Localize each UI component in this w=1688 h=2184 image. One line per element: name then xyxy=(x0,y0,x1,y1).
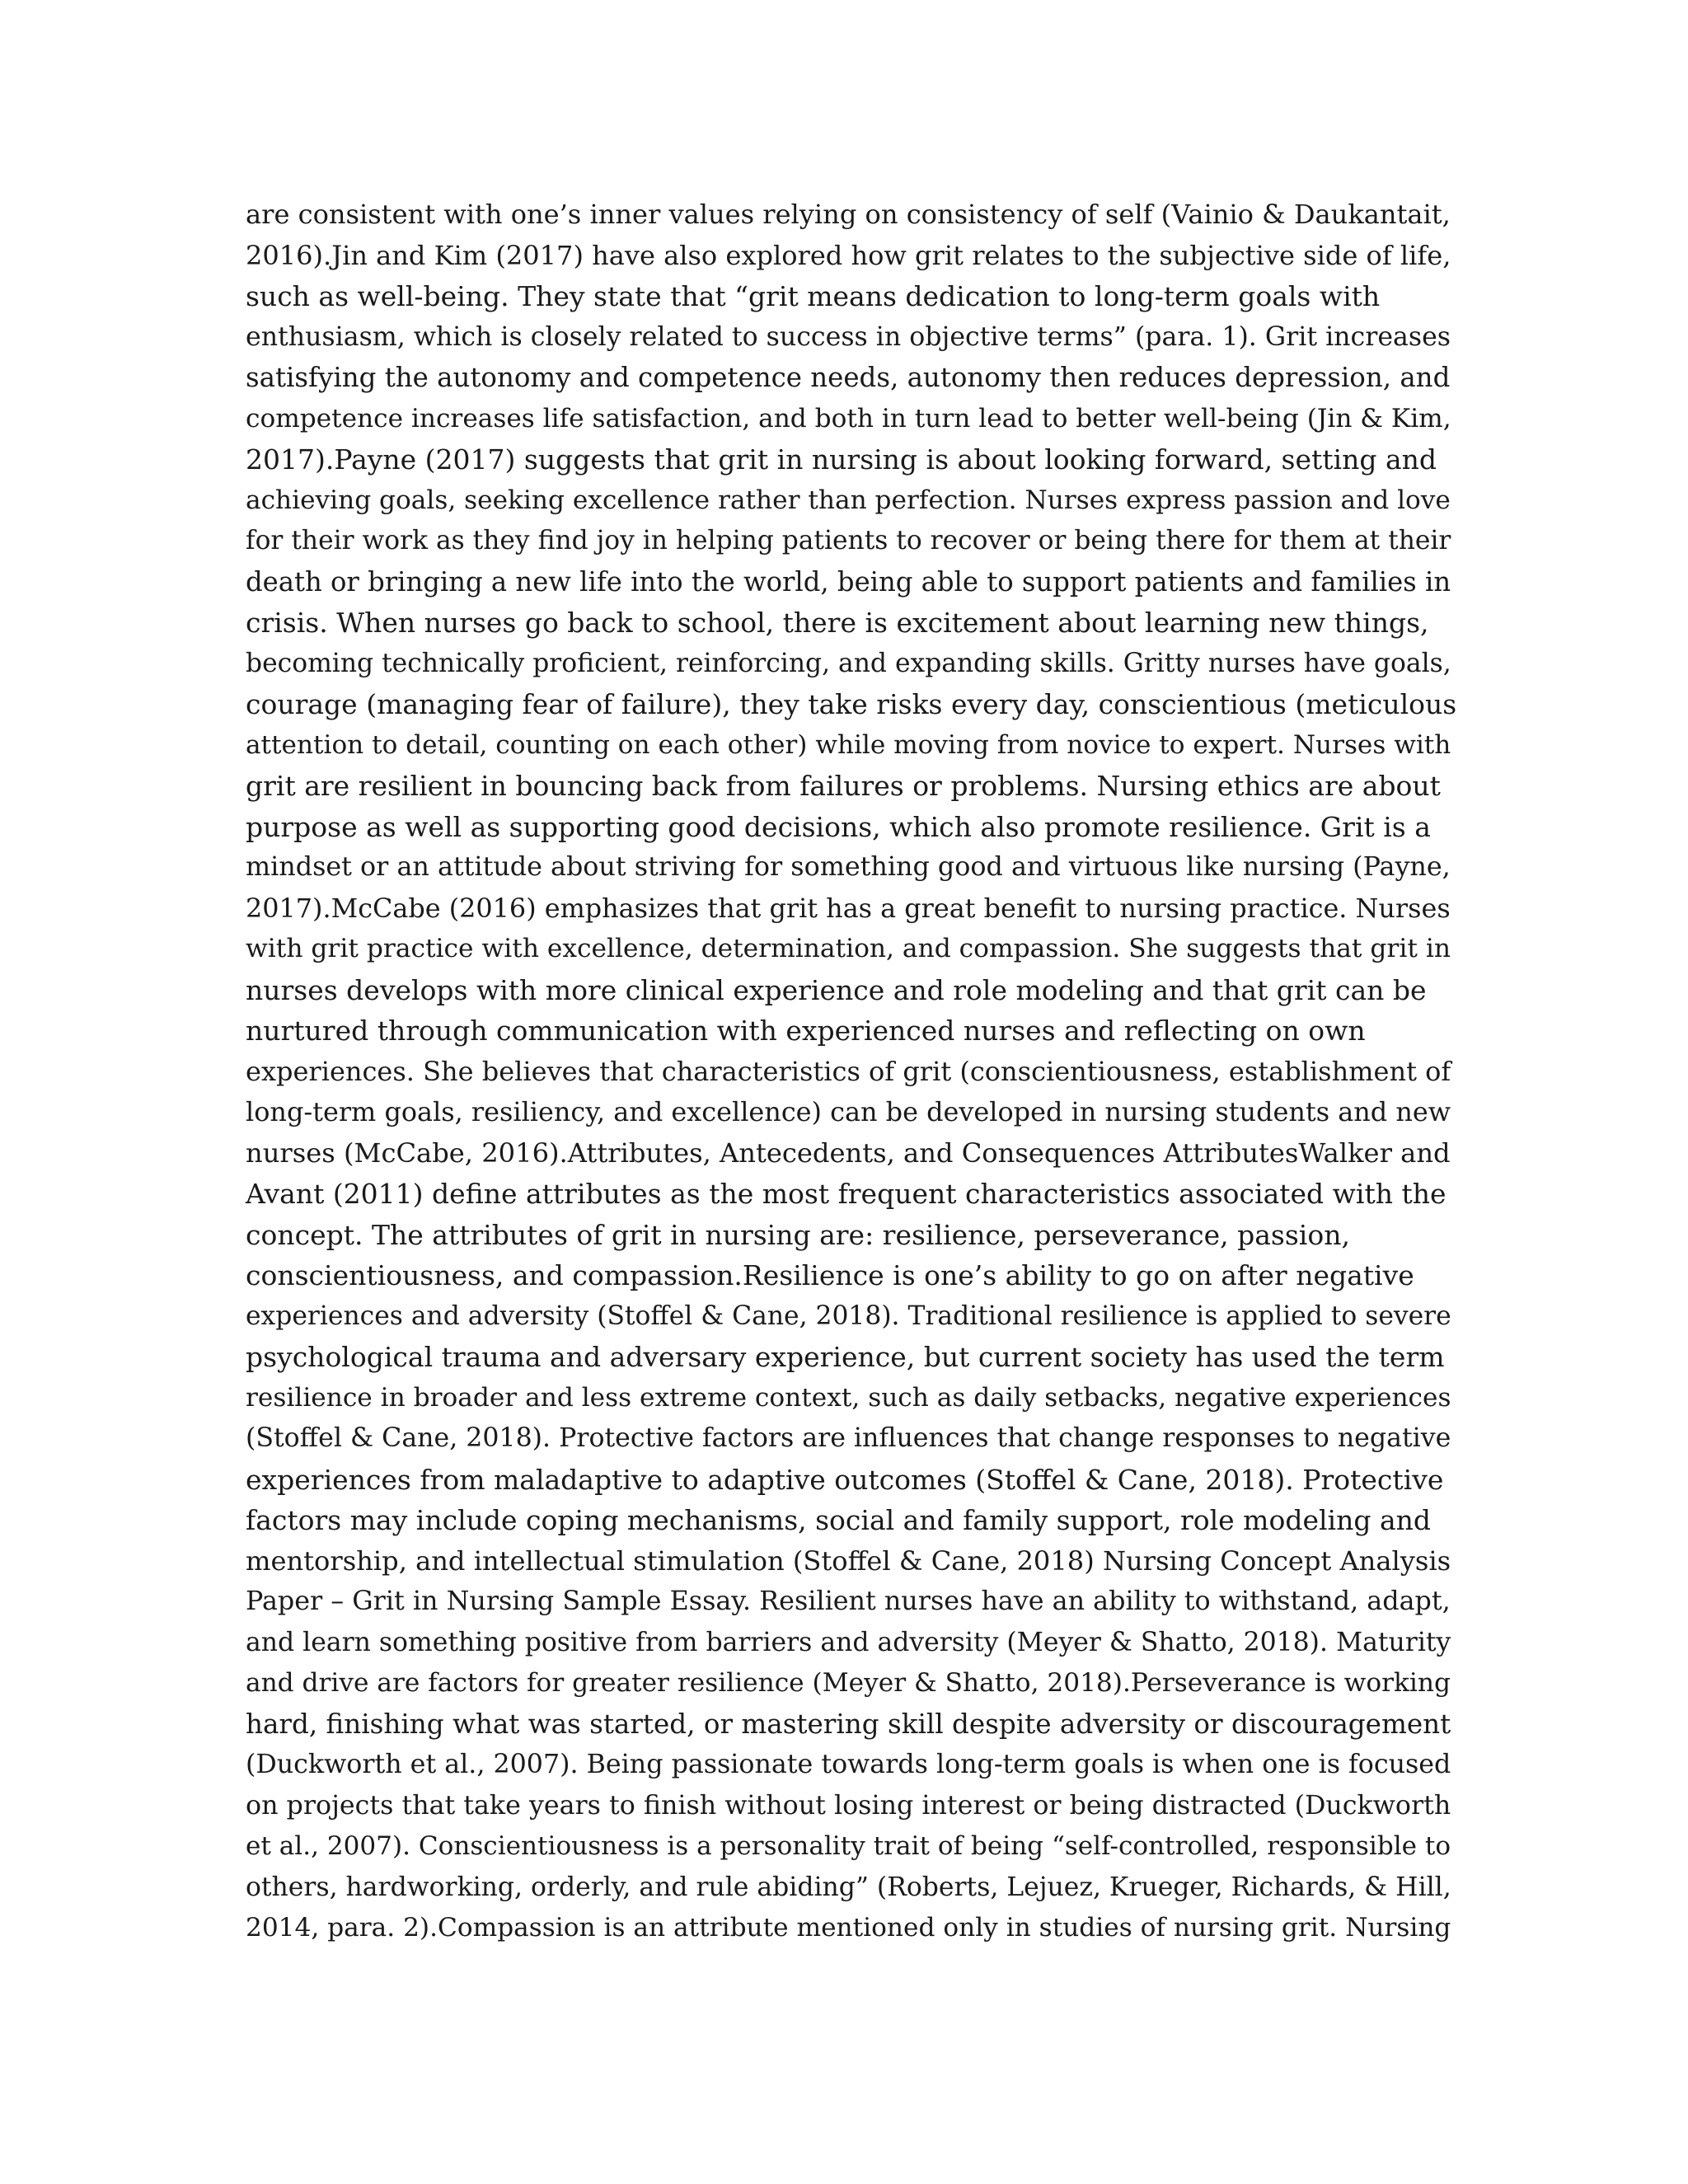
text-line: factors may include coping mechanisms, social and family support, role modeling and xyxy=(246,1504,1432,1536)
body-paragraph xyxy=(246,194,1457,1949)
text-line: becoming technically proficient, reinforcing, and expanding skills. Gritty nurses have goals, xyxy=(246,648,1451,678)
text-line: attention to detail, counting on each other) while moving from novice to expert. Nurses with xyxy=(246,729,1451,760)
text-line: 2016).Jin and Kim (2017) have also explored how grit relates to the subjective side of life, xyxy=(246,239,1451,271)
text-line: nurtured through communication with experienced nurses and reflecting on own xyxy=(246,1015,1366,1047)
text-line: (Duckworth et al., 2007). Being passionate towards long-term goals is when one is focused xyxy=(246,1750,1451,1779)
text-line: concept. The attributes of grit in nursing are: resilience, perseverance, passion, xyxy=(246,1218,1350,1251)
text-line: achieving goals, seeking excellence rather than perfection. Nurses express passion and love xyxy=(246,485,1451,515)
text-line: such as well-being. They state that “grit means dedication to long-term goals with xyxy=(246,280,1381,312)
text-line: grit are resilient in bouncing back from failures or problems. Nursing ethics are about xyxy=(246,770,1441,802)
text-line: on projects that take years to finish without losing interest or being distracted (Duckworth xyxy=(246,1790,1451,1821)
text-line: courage (managing fear of failure), they take risks every day, conscientious (meticulous xyxy=(246,688,1457,720)
text-line: and drive are factors for greater resilience (Meyer & Shatto, 2018).Perseverance is working xyxy=(246,1668,1451,1698)
text-line: Avant (2011) define attributes as the most frequent characteristics associated with the xyxy=(246,1178,1447,1210)
text-line: and learn something positive from barriers and adversity (Meyer & Shatto, 2018). Maturity xyxy=(246,1627,1451,1657)
text-line: experiences from maladaptive to adaptive outcomes (Stoffel & Cane, 2018). Protective xyxy=(246,1463,1444,1496)
text-line: nurses (McCabe, 2016).Attributes, Antecedents, and Consequences AttributesWalker and xyxy=(246,1137,1451,1169)
text-line: for their work as they find joy in helping patients to recover or being there for them at their xyxy=(246,526,1451,555)
text-line: et al., 2007). Conscientiousness is a personality trait of being “self-controlled, responsible to xyxy=(246,1831,1451,1861)
text-line: 2017).McCabe (2016) emphasizes that grit has a great benefit to nursing practice. Nurses xyxy=(246,892,1451,924)
text-line: long-term goals, resiliency, and excellence) can be developed in nursing students and new xyxy=(246,1096,1451,1127)
text-line: Paper – Grit in Nursing Sample Essay. Resilient nurses have an ability to withstand, adapt, xyxy=(246,1586,1451,1616)
text-line: with grit practice with excellence, determination, and compassion. She suggests that grit in xyxy=(246,934,1451,963)
text-line: enthusiasm, which is closely related to success in objective terms” (para. 1). Grit increases xyxy=(246,321,1451,352)
text-line: purpose as well as supporting good decisions, which also promote resilience. Grit is a xyxy=(246,810,1431,843)
text-line: hard, finishing what was started, or mastering skill despite adversity or discouragement xyxy=(246,1708,1451,1740)
text-line: satisfying the autonomy and competence needs, autonomy then reduces depression, and xyxy=(246,362,1451,393)
text-line: mentorship, and intellectual stimulation (Stoffel & Cane, 2018) Nursing Concept Analysis xyxy=(246,1544,1451,1577)
text-line: are consistent with one’s inner values relying on consistency of self (Vainio & Daukantait, xyxy=(246,199,1451,230)
text-line: mindset or an attitude about striving for something good and virtuous like nursing (Payne, xyxy=(246,852,1451,882)
text-line: experiences and adversity (Stoffel & Cane, 2018). Traditional resilience is applied to severe xyxy=(246,1301,1451,1331)
text-line: psychological trauma and adversary experience, but current society has used the term xyxy=(246,1341,1445,1373)
text-line: crisis. When nurses go back to school, there is excitement about learning new things, xyxy=(246,607,1429,639)
text-line: experiences. She believes that characteristics of grit (conscientiousness, establishment of xyxy=(246,1055,1451,1087)
text-line: (Stoffel & Cane, 2018). Protective factors are influences that change responses to negative xyxy=(246,1423,1451,1453)
text-line: conscientiousness, and compassion.Resilience is one’s ability to go on after negative xyxy=(246,1259,1414,1291)
text-line: 2017).Payne (2017) suggests that grit in nursing is about looking forward, setting and xyxy=(246,443,1437,476)
text-line: 2014, para. 2).Compassion is an attribute mentioned only in studies of nursing grit. Nursing xyxy=(246,1913,1451,1943)
text-line: resilience in broader and less extreme context, such as daily setbacks, negative experiences xyxy=(246,1382,1451,1413)
text-line: nurses develops with more clinical experience and role modeling and that grit can be xyxy=(246,973,1427,1006)
text-line: others, hardworking, orderly, and rule abiding” (Roberts, Lejuez, Krueger, Richards, & Hill, xyxy=(246,1872,1451,1902)
text-line: death or bringing a new life into the world, being able to support patients and families in xyxy=(246,565,1451,598)
text-line: competence increases life satisfaction, and both in turn lead to better well-being (Jin & Kim, xyxy=(246,403,1451,434)
